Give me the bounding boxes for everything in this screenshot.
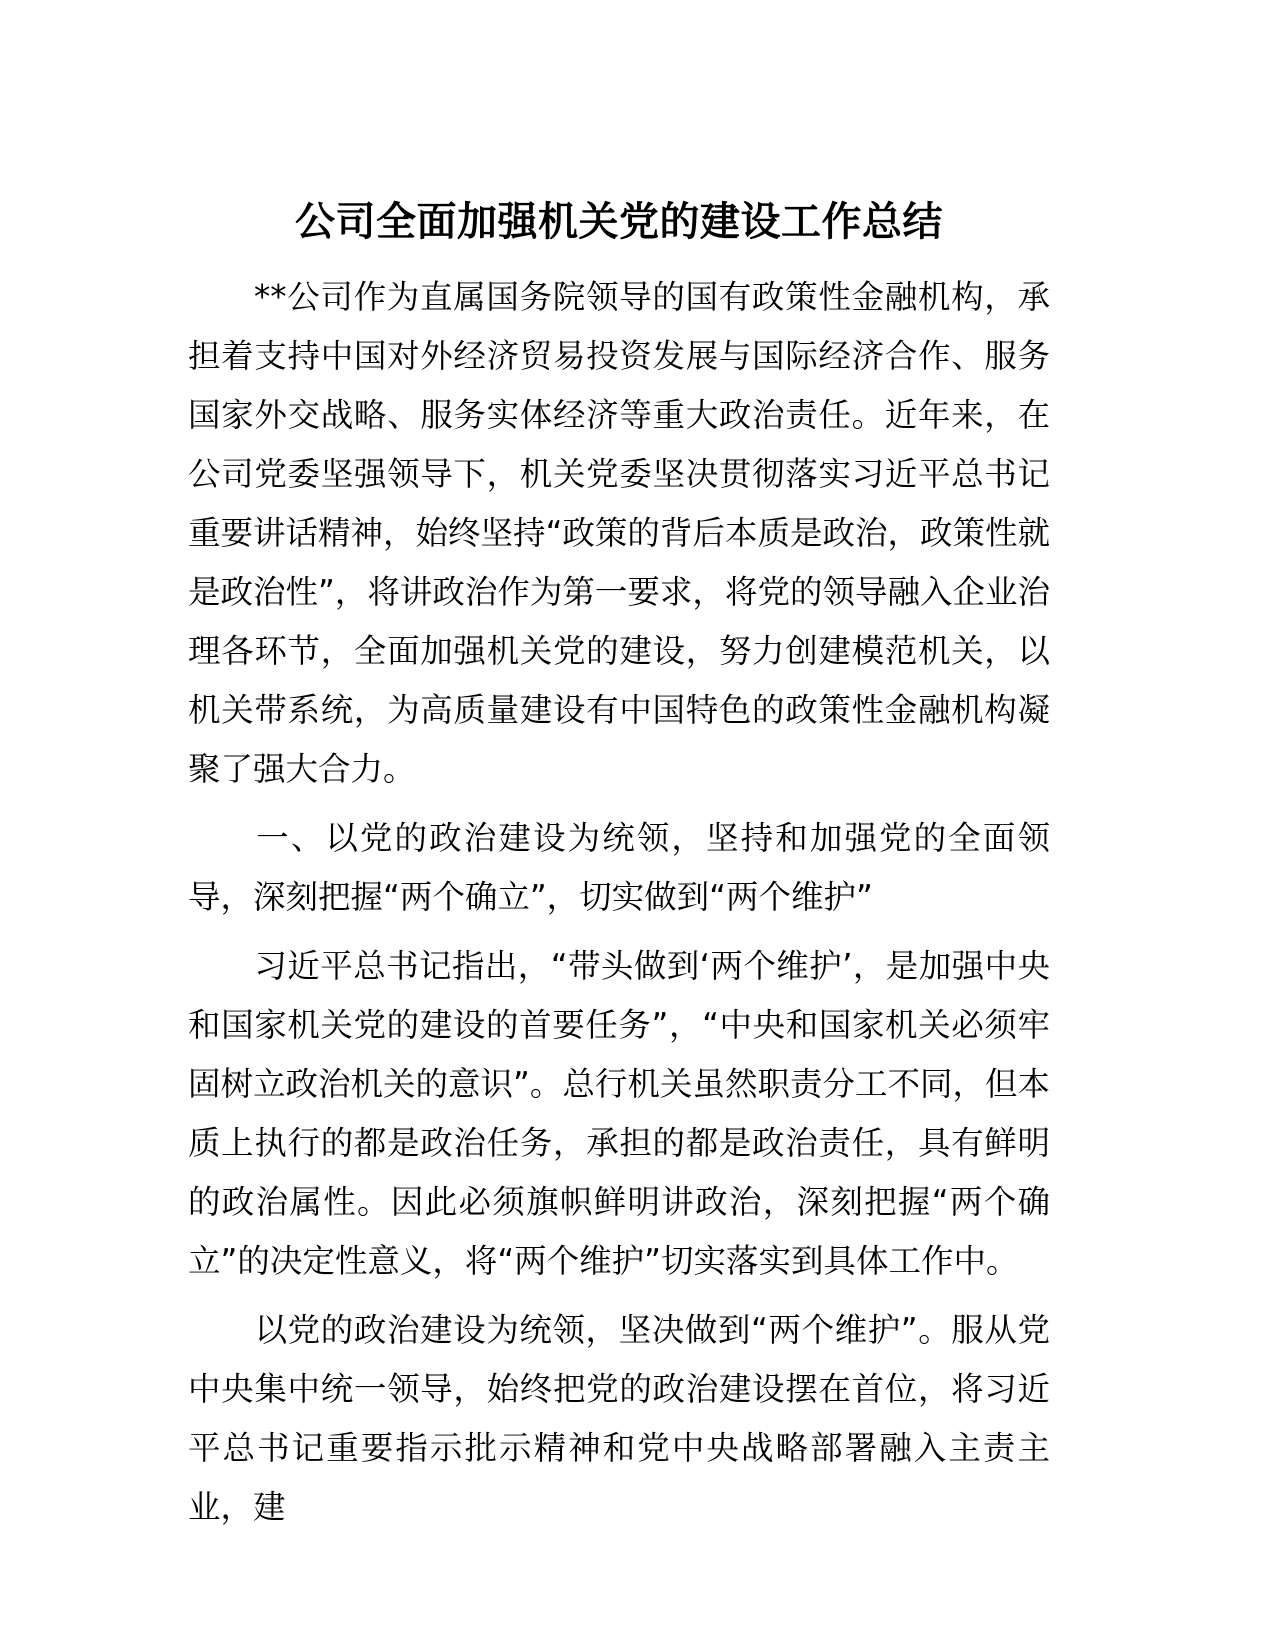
section-heading-one bbox=[188, 809, 1050, 927]
document-body bbox=[188, 196, 1050, 1537]
paragraph-intro bbox=[188, 268, 1050, 799]
page-title: 公司全面加强机关党的建设工作总结 bbox=[295, 199, 943, 245]
block-spacer-1 bbox=[188, 799, 1050, 809]
paragraph-body-1 bbox=[188, 937, 1050, 1291]
section-heading-text: 一、以党的政治建设为统领，坚持和加强党的全面领导，深刻把握“两个确立”，切实做到“两个维护” bbox=[188, 819, 1050, 916]
block-spacer-2 bbox=[188, 927, 1050, 937]
paragraph-body-2 bbox=[188, 1301, 1050, 1537]
paragraph-text: 以党的政治建设为统领，坚决做到“两个维护”。服从党中央集中统一领导，始终把党的政治建设摆在首位，将习近平总书记重要指示批示精神和党中央战略部署融入主责主业，建 bbox=[188, 1311, 1050, 1526]
paragraph-text: **公司作为直属国务院领导的国有政策性金融机构，承担着支持中国对外经济贸易投资发展与国际经济合作、服务国家外交战略、服务实体经济等重大政治责任。近年来，在公司党委坚强领导下，机关党委坚决贯彻落实习近平总书记重要讲话精神，始终坚持“政策的背后本质是政治，政策性就是政治性”，将讲政治作为第一要求，将党的领导融入企业治理各环节，全面加强机关党的建设，努力创建模范机关，以机关带系统，为高质量建设有中国特色的政策性金融机构凝聚了强大合力。 bbox=[188, 278, 1050, 788]
paragraph-text: 习近平总书记指出，“带头做到‘两个维护’，是加强中央和国家机关党的建设的首要任务”，“中央和国家机关必须牢固树立政治机关的意识”。总行机关虽然职责分工不同，但本质上执行的都是政治任务，承担的都是政治责任，具有鲜明的政治属性。因此必须旗帜鲜明讲政治，深刻把握“两个确立”的决定性意义，将“两个维护”切实落实到具体工作中。 bbox=[188, 947, 1050, 1280]
block-spacer-3 bbox=[188, 1291, 1050, 1301]
